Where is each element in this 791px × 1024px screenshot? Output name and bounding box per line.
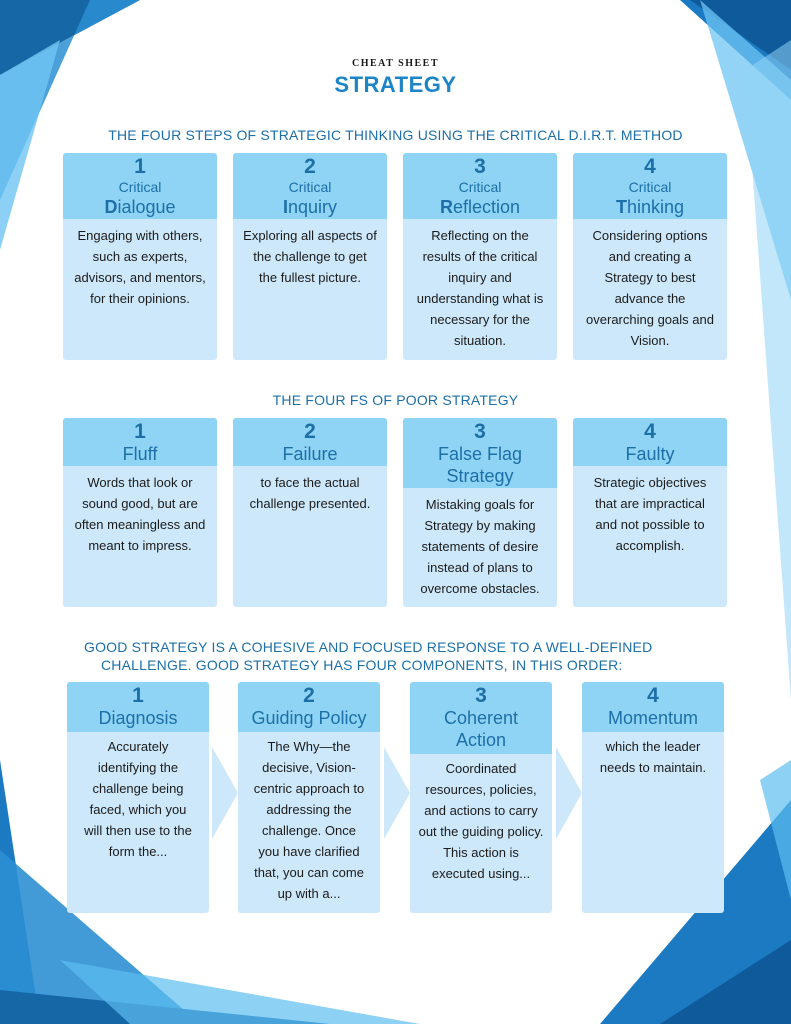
card-number: 3 [475,684,487,707]
card-subtitle: Critical [458,179,502,195]
arrow-right-icon [556,747,582,839]
poor-card-faulty [573,418,727,607]
poor-card-failure [233,418,387,607]
dirt-card-thinking [573,153,727,360]
term-initial: I [282,197,288,217]
term-initial: R [439,197,453,217]
card-term: Momentum [607,708,699,728]
term-rest: nquiry [287,197,338,217]
card-number: 3 [474,155,486,178]
good-strategy-heading-line2: CHALLENGE. GOOD STRATEGY HAS FOUR COMPONENTS, IN THIS ORDER: [101,657,623,673]
card-header [403,418,557,488]
term-rest: ialogue [117,197,176,217]
card-body-text: Coordinated resources, policies, and actions to carry out the guiding policy. This action is executed using... [418,761,544,881]
cheat-sheet-kicker: CHEAT SHEET [352,58,439,69]
card-body-text: Mistaking goals for Strategy by making statements of desire instead of plans to overcome obstacles. [420,497,540,596]
card-header [63,153,217,219]
poor-strategy-heading: THE FOUR FS OF POOR STRATEGY [272,392,519,408]
good-card-coherent-action [410,682,552,913]
card-term: Guiding Policy [251,708,367,728]
card-number: 4 [644,420,656,443]
dirt-card-reflection [403,153,557,360]
card-term: Faulty [625,444,675,464]
term-rest: eflection [452,197,521,217]
card-body-text: Accurately identifying the challenge being faced, which you will then use to the form the... [84,739,192,859]
card-body-text: which the leader needs to maintain. [599,739,707,775]
poor-card-false-flag [403,418,557,607]
card-header [63,418,217,466]
dirt-card-dialogue [63,153,217,360]
card-body-text: Engaging with others, such as experts, advisors, and mentors, for their opinions. [74,228,206,306]
term-initial: T [615,197,627,217]
card-header [403,153,557,219]
card-header [238,682,380,732]
poor-card-fluff [63,418,217,607]
card-number: 2 [304,420,316,443]
card-number: 1 [134,155,146,178]
card-body-text: to face the actual challenge presented. [249,475,371,511]
card-number: 3 [474,420,486,443]
card-term: False Flag Strategy [437,444,523,486]
card-term: Failure [282,444,338,464]
card-body-text: Strategic objectives that are impractical and not possible to accomplish. [593,475,707,553]
dirt-section-heading: THE FOUR STEPS OF STRATEGIC THINKING USING THE CRITICAL D.I.R.T. METHOD [108,127,683,143]
good-card-diagnosis [67,682,209,913]
card-number: 4 [647,684,659,707]
card-term [63,196,217,220]
card-header [233,153,387,219]
dirt-card-inquiry [233,153,387,360]
good-strategy-heading-line1: GOOD STRATEGY IS A COHESIVE AND FOCUSED RESPONSE TO A WELL-DEFINED [84,639,653,655]
card-body-text: Exploring all aspects of the challenge to get the fullest picture. [243,228,377,285]
card-number: 1 [134,420,146,443]
card-body-text: Words that look or sound good, but are often meaningless and meant to impress. [74,475,206,553]
card-number: 4 [644,155,656,178]
card-header [410,682,552,754]
card-header [233,418,387,466]
card-header [573,418,727,466]
card-term [233,196,387,220]
term-rest: hinking [626,197,685,217]
card-header [582,682,724,732]
card-header [67,682,209,732]
card-body-text: Considering options and creating a Strategy to best advance the overarching goals and Vision. [586,228,714,348]
card-subtitle: Critical [628,179,672,195]
card-term: Diagnosis [98,708,178,728]
card-body-text: Reflecting on the results of the critical inquiry and understanding what is necessary for the situation. [416,228,544,348]
arrow-right-icon [384,747,410,839]
card-subtitle: Critical [288,179,332,195]
card-term: Fluff [122,444,158,464]
card-term [403,196,557,220]
card-number: 1 [132,684,144,707]
card-number: 2 [303,684,315,707]
term-initial: D [104,197,118,217]
card-term: Coherent Action [443,708,519,750]
page-title: STRATEGY [334,72,457,97]
card-body-text: The Why—the decisive, Vision-centric approach to addressing the challenge. Once you have clarified that, you can come up with a... [253,739,365,901]
good-card-guiding-policy [238,682,380,913]
card-subtitle: Critical [118,179,162,195]
card-header [573,153,727,219]
card-term [573,196,727,220]
good-card-momentum [582,682,724,913]
arrow-right-icon [212,747,238,839]
card-number: 2 [304,155,316,178]
